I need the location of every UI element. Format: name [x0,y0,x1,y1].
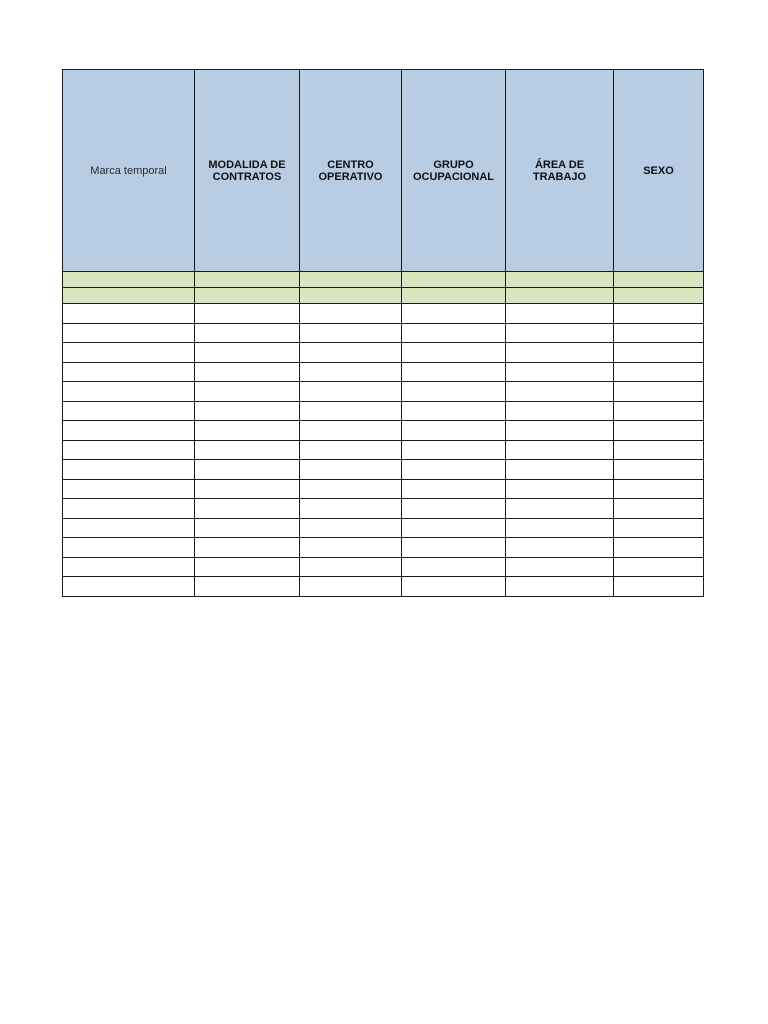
table-cell[interactable] [300,362,402,382]
table-row [63,323,704,343]
table-cell[interactable] [506,382,614,402]
table-cell[interactable] [402,272,506,288]
table-row [63,577,704,597]
table-cell[interactable] [506,343,614,363]
table-cell[interactable] [195,323,300,343]
table-cell[interactable] [300,538,402,558]
highlighted-row [63,272,704,288]
table-cell[interactable] [63,440,195,460]
table-cell[interactable] [63,362,195,382]
table-cell[interactable] [402,288,506,304]
table-cell[interactable] [614,518,704,538]
table-cell[interactable] [614,304,704,324]
table-cell[interactable] [300,440,402,460]
table-cell[interactable] [402,557,506,577]
table-cell[interactable] [195,460,300,480]
table-cell[interactable] [614,343,704,363]
table-cell[interactable] [63,401,195,421]
table-cell[interactable] [195,288,300,304]
table-cell[interactable] [506,362,614,382]
table-cell[interactable] [63,421,195,441]
table-cell[interactable] [402,323,506,343]
table-cell[interactable] [402,479,506,499]
table-cell[interactable] [506,323,614,343]
table-cell[interactable] [195,304,300,324]
table-cell[interactable] [63,288,195,304]
table-cell[interactable] [300,323,402,343]
table-cell[interactable] [614,288,704,304]
table-cell[interactable] [63,479,195,499]
table-cell[interactable] [506,440,614,460]
table-cell[interactable] [63,460,195,480]
table-cell[interactable] [300,272,402,288]
table-row [63,460,704,480]
table-cell[interactable] [195,518,300,538]
table-cell[interactable] [402,538,506,558]
table-cell[interactable] [614,538,704,558]
table-cell[interactable] [300,499,402,519]
table-cell[interactable] [195,440,300,460]
table-row [63,401,704,421]
table-cell[interactable] [63,382,195,402]
table-row [63,304,704,324]
table-row [63,382,704,402]
table-cell[interactable] [63,304,195,324]
table-cell[interactable] [195,577,300,597]
table-cell[interactable] [195,401,300,421]
table-cell[interactable] [63,323,195,343]
table-cell[interactable] [300,577,402,597]
table-cell[interactable] [195,382,300,402]
table-cell[interactable] [63,272,195,288]
table-cell[interactable] [195,343,300,363]
table-cell[interactable] [506,288,614,304]
table-body [63,272,704,597]
table-cell[interactable] [63,499,195,519]
header-row [63,70,704,272]
table-cell[interactable] [614,479,704,499]
table-cell[interactable] [402,401,506,421]
table-cell[interactable] [300,401,402,421]
table-cell[interactable] [614,499,704,519]
table-row [63,362,704,382]
table-cell[interactable] [506,421,614,441]
table-cell[interactable] [506,401,614,421]
header-grupo-ocupacional[interactable]: GRUPO OCUPACIONAL [402,70,506,272]
table-cell[interactable] [402,518,506,538]
table-cell[interactable] [300,518,402,538]
table-cell[interactable] [300,288,402,304]
table-cell[interactable] [63,557,195,577]
table-cell[interactable] [195,499,300,519]
header-modalidad-contratos[interactable]: MODALIDA DE CONTRATOS [195,70,300,272]
table-cell[interactable] [506,479,614,499]
table-cell[interactable] [195,557,300,577]
highlighted-row [63,288,704,304]
table-cell[interactable] [614,440,704,460]
table-cell[interactable] [300,343,402,363]
table-cell[interactable] [402,421,506,441]
table-cell[interactable] [402,499,506,519]
header-marca-temporal[interactable]: Marca temporal [63,70,195,272]
table-cell[interactable] [63,538,195,558]
table-cell[interactable] [63,343,195,363]
table-cell[interactable] [195,479,300,499]
table-cell[interactable] [300,304,402,324]
table-cell[interactable] [614,557,704,577]
table-cell[interactable] [506,304,614,324]
table-cell[interactable] [402,343,506,363]
header-area-trabajo[interactable]: ÁREA DE TRABAJO [506,70,614,272]
table-cell[interactable] [506,272,614,288]
table-cell[interactable] [506,577,614,597]
table-cell[interactable] [402,362,506,382]
table-row [63,440,704,460]
table-cell[interactable] [300,460,402,480]
table-cell[interactable] [614,362,704,382]
table-cell[interactable] [614,577,704,597]
table-cell[interactable] [614,382,704,402]
table-row [63,538,704,558]
table-cell[interactable] [402,440,506,460]
table-cell[interactable] [506,557,614,577]
table-cell[interactable] [195,538,300,558]
table-row [63,518,704,538]
table-cell[interactable] [300,382,402,402]
table-cell[interactable] [614,272,704,288]
table-cell[interactable] [614,421,704,441]
table-cell[interactable] [300,479,402,499]
header-sexo[interactable]: SEXO [614,70,704,272]
header-centro-operativo[interactable]: CENTRO OPERATIVO [300,70,402,272]
table-cell[interactable] [402,460,506,480]
table-cell[interactable] [614,323,704,343]
table-row [63,421,704,441]
table-cell[interactable] [195,362,300,382]
table-cell[interactable] [506,538,614,558]
table-cell[interactable] [63,518,195,538]
table-row [63,557,704,577]
table-row [63,343,704,363]
table-cell[interactable] [195,272,300,288]
table-cell[interactable] [506,518,614,538]
table-cell[interactable] [402,304,506,324]
table-row [63,479,704,499]
table-cell[interactable] [614,460,704,480]
spreadsheet [62,69,703,597]
table-cell[interactable] [614,401,704,421]
table-cell[interactable] [63,577,195,597]
table-cell[interactable] [506,460,614,480]
table-cell[interactable] [300,421,402,441]
table-row [63,499,704,519]
data-table [62,69,704,597]
table-cell[interactable] [506,499,614,519]
table-cell[interactable] [195,421,300,441]
table-cell[interactable] [402,577,506,597]
table-cell[interactable] [402,382,506,402]
table-cell[interactable] [300,557,402,577]
